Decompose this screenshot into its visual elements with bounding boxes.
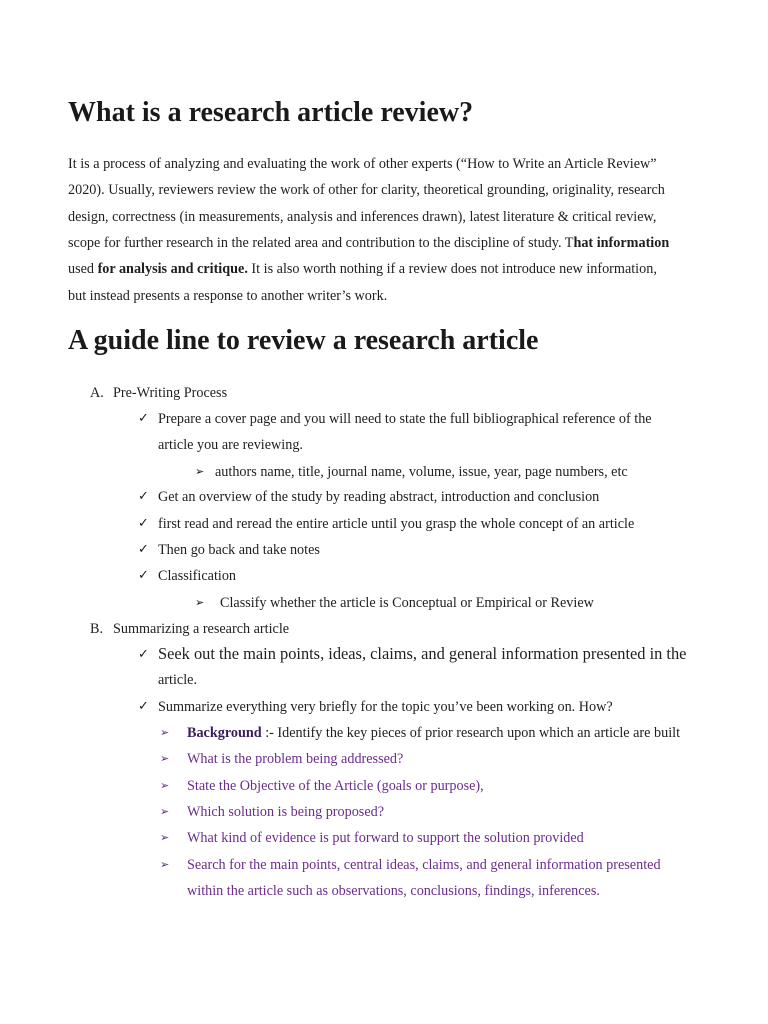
list-item-take-notes: Then go back and take notes (158, 542, 320, 558)
list-item-main-points-line-1: Search for the main points, central ideas, claims, and general information presented (187, 857, 661, 873)
arrow-bullet-icon: ➢ (160, 805, 170, 818)
list-item-objective: State the Objective of the Article (goals or purpose), (187, 778, 484, 794)
section-b-title: Summarizing a research article (113, 621, 290, 637)
list-item-classification: Classification (158, 568, 237, 584)
background-label: Background (187, 725, 262, 741)
paragraph-line-4-text: scope for further research in the related area and contribution to the discipline of study. T (68, 235, 574, 251)
check-icon: ✓ (138, 647, 149, 662)
arrow-bullet-icon: ➢ (160, 858, 170, 871)
arrow-bullet-icon: ➢ (160, 752, 170, 765)
section-a-marker: A. (90, 385, 104, 401)
heading-research-article-review: What is a research article review? (68, 97, 474, 128)
check-icon: ✓ (138, 568, 149, 583)
heading-guide-line: A guide line to review a research article (68, 325, 539, 356)
list-item-problem: What is the problem being addressed? (187, 751, 404, 767)
arrow-bullet-icon: ➢ (195, 596, 205, 609)
arrow-bullet-icon: ➢ (160, 726, 170, 739)
arrow-bullet-icon: ➢ (195, 465, 205, 478)
list-item-cover-page-line-2: article you are reviewing. (158, 437, 303, 453)
paragraph-line-6: but instead presents a response to another writer’s work. (68, 288, 388, 304)
check-icon: ✓ (138, 516, 149, 531)
check-icon: ✓ (138, 542, 149, 557)
list-item-first-read: first read and reread the entire article until you grasp the whole concept of an article (158, 516, 635, 532)
paragraph-line-5 (68, 262, 657, 276)
check-icon: ✓ (138, 699, 149, 714)
paragraph-line-4-bold: hat information (573, 235, 670, 251)
paragraph-line-4 (68, 236, 669, 250)
list-item-main-points-line-2: within the article such as observations, conclusions, findings, inferences. (187, 883, 600, 899)
paragraph-line-1: It is a process of analyzing and evaluating the work of other experts (“How to Write an Article Review” (68, 156, 657, 172)
paragraph-line-5-bold: for analysis and critique. (97, 261, 248, 277)
check-icon: ✓ (138, 411, 149, 426)
list-item-seek-out-line-2: article. (158, 672, 197, 688)
arrow-bullet-icon: ➢ (160, 779, 170, 792)
check-icon: ✓ (138, 489, 149, 504)
section-b-marker: B. (90, 621, 104, 637)
list-item-classify: Classify whether the article is Conceptual or Empirical or Review (220, 595, 594, 611)
arrow-bullet-icon: ➢ (160, 831, 170, 844)
list-item-background (187, 726, 680, 740)
section-a-title: Pre-Writing Process (113, 385, 228, 401)
paragraph-line-2: 2020). Usually, reviewers review the work of other for clarity, theoretical grounding, originality, research (68, 182, 665, 198)
list-item-evidence: What kind of evidence is put forward to support the solution provided (187, 830, 584, 846)
paragraph-line-5-end: It is also worth nothing if a review does not introduce new information, (247, 261, 657, 277)
background-text: :- Identify the key pieces of prior research upon which an article are built (261, 725, 681, 741)
list-item-overview: Get an overview of the study by reading abstract, introduction and conclusion (158, 489, 600, 505)
list-item-solution: Which solution is being proposed? (187, 804, 385, 820)
list-item-seek-out-line-1: Seek out the main points, ideas, claims, and general information presented in the (158, 644, 687, 663)
paragraph-line-5-start: used (68, 261, 98, 277)
list-item-authors-name: authors name, title, journal name, volume, issue, year, page numbers, etc (215, 464, 628, 480)
list-item-summarize: Summarize everything very briefly for the topic you’ve been working on. How? (158, 699, 613, 715)
paragraph-line-3: design, correctness (in measurements, analysis and inferences drawn), latest literature & critical review, (68, 209, 657, 225)
list-item-cover-page-line-1: Prepare a cover page and you will need to state the full bibliographical reference of the (158, 411, 652, 427)
